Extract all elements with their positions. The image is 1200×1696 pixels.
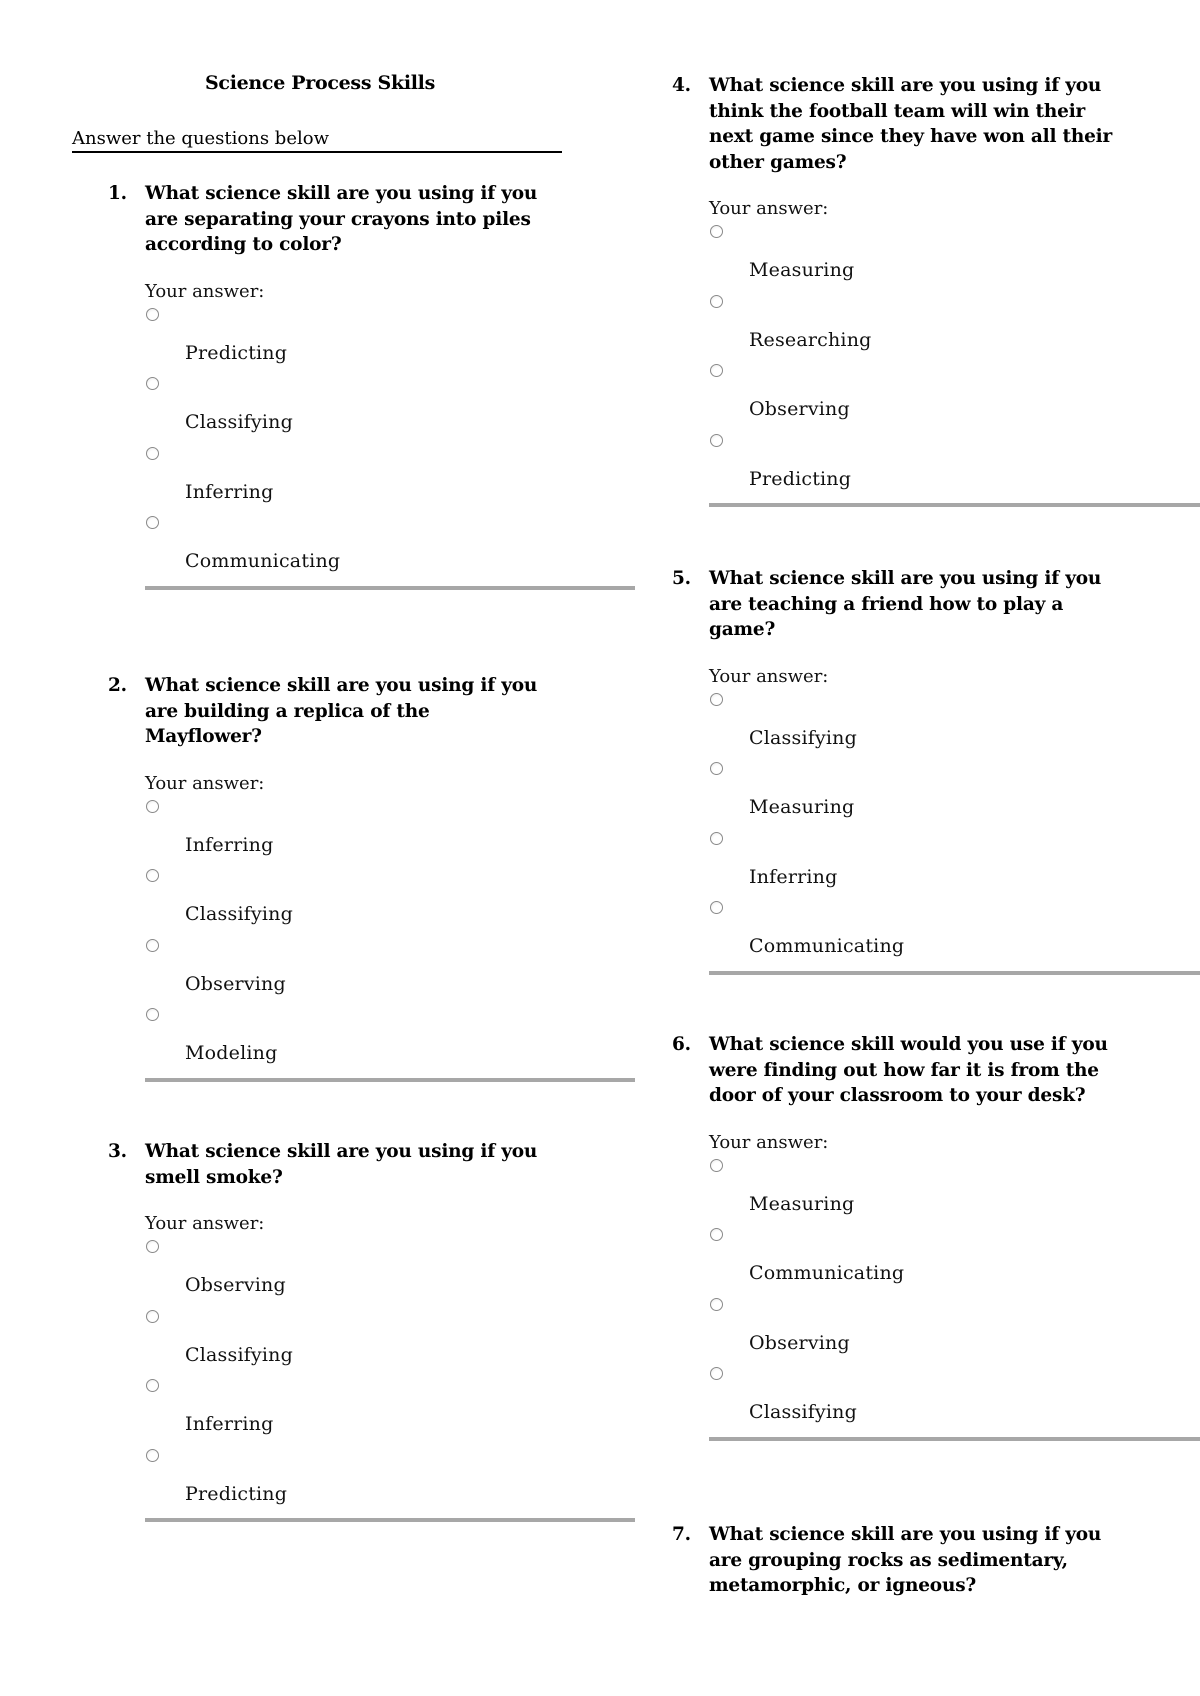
option[interactable] xyxy=(709,289,1200,359)
radio-button[interactable] xyxy=(710,1228,723,1241)
question-number: 2. xyxy=(108,675,127,696)
option[interactable] xyxy=(709,428,1200,498)
option-label[interactable]: Predicting xyxy=(749,467,852,490)
option[interactable] xyxy=(145,371,638,441)
radio-button[interactable] xyxy=(710,1159,723,1172)
radio-button[interactable] xyxy=(146,800,159,813)
divider xyxy=(709,971,1200,975)
answer-label: Your answer: xyxy=(145,1213,265,1234)
option[interactable] xyxy=(709,1222,1200,1292)
radio-button[interactable] xyxy=(146,377,159,390)
option[interactable] xyxy=(145,441,638,511)
option[interactable] xyxy=(145,302,638,372)
radio-button[interactable] xyxy=(146,1379,159,1392)
radio-button[interactable] xyxy=(146,516,159,529)
option-label[interactable]: Observing xyxy=(749,1331,850,1354)
radio-button[interactable] xyxy=(710,1298,723,1311)
option-label[interactable]: Classifying xyxy=(185,903,293,925)
radio-button[interactable] xyxy=(710,901,723,914)
option[interactable] xyxy=(709,1361,1200,1431)
question-text: What science skill are you using if you are separating your crayons into piles according to color? xyxy=(145,183,538,255)
instructions: Answer the questions below xyxy=(72,128,562,153)
question-3 xyxy=(108,1139,638,1522)
answer-label: Your answer: xyxy=(709,1131,829,1153)
radio-button[interactable] xyxy=(710,762,723,775)
answer-label: Your answer: xyxy=(145,772,265,794)
page-title: Science Process Skills xyxy=(205,72,435,94)
option-label[interactable]: Classifying xyxy=(185,1343,293,1366)
option-label[interactable]: Inferring xyxy=(185,480,274,503)
radio-button[interactable] xyxy=(146,1240,159,1253)
radio-button[interactable] xyxy=(710,693,723,706)
question-4 xyxy=(672,73,1200,507)
divider xyxy=(145,586,635,590)
option-label[interactable]: Observing xyxy=(185,972,286,995)
option-label[interactable]: Measuring xyxy=(749,796,855,818)
option[interactable] xyxy=(709,895,1200,965)
option[interactable] xyxy=(145,863,638,933)
question-text: What science skill are you using if you think the football team will win their next game since they have won all their other games? xyxy=(709,75,1113,173)
question-number: 3. xyxy=(108,1141,127,1162)
option-label[interactable]: Observing xyxy=(749,398,850,420)
option-label[interactable]: Predicting xyxy=(185,1482,288,1505)
question-number: 7. xyxy=(672,1524,691,1545)
option[interactable] xyxy=(709,1153,1200,1223)
question-text: What science skill are you using if you are grouping rocks as sedimentary, metamorphic, or igneous? xyxy=(709,1524,1102,1596)
question-text: What science skill are you using if you are building a replica of the Mayflower? xyxy=(145,675,538,747)
option-label[interactable]: Communicating xyxy=(749,1262,905,1284)
radio-button[interactable] xyxy=(146,869,159,882)
option-label[interactable]: Measuring xyxy=(749,259,855,281)
answer-label: Your answer: xyxy=(709,665,829,687)
option[interactable] xyxy=(709,826,1200,896)
radio-button[interactable] xyxy=(146,308,159,321)
option-label[interactable]: Classifying xyxy=(185,411,293,433)
radio-button[interactable] xyxy=(710,832,723,845)
option[interactable] xyxy=(709,1292,1200,1362)
answer-label: Your answer: xyxy=(145,280,265,302)
question-text: What science skill would you use if you were finding out how far it is from the door of your classroom to your desk? xyxy=(709,1034,1108,1106)
option-label[interactable]: Communicating xyxy=(749,935,905,957)
option[interactable] xyxy=(145,510,638,580)
option[interactable] xyxy=(709,687,1200,757)
option-label[interactable]: Observing xyxy=(185,1274,286,1296)
option-label[interactable]: Inferring xyxy=(185,833,274,856)
option-label[interactable]: Inferring xyxy=(749,865,838,888)
option[interactable] xyxy=(145,1443,638,1513)
question-1 xyxy=(108,181,638,590)
radio-button[interactable] xyxy=(146,1449,159,1462)
divider xyxy=(709,503,1200,507)
radio-button[interactable] xyxy=(710,1367,723,1380)
divider xyxy=(145,1078,635,1082)
question-text: What science skill are you using if you smell smoke? xyxy=(145,1141,538,1188)
radio-button[interactable] xyxy=(146,1310,159,1323)
option[interactable] xyxy=(709,358,1200,428)
question-7 xyxy=(672,1522,1200,1599)
question-number: 4. xyxy=(672,75,691,96)
option-label[interactable]: Measuring xyxy=(749,1192,855,1215)
radio-button[interactable] xyxy=(710,295,723,308)
radio-button[interactable] xyxy=(710,364,723,377)
radio-button[interactable] xyxy=(710,225,723,238)
option-label[interactable]: Classifying xyxy=(749,1401,857,1423)
option-label[interactable]: Predicting xyxy=(185,341,288,364)
divider xyxy=(709,1437,1200,1441)
option-label[interactable]: Communicating xyxy=(185,550,341,572)
radio-button[interactable] xyxy=(146,939,159,952)
question-number: 5. xyxy=(672,568,691,589)
answer-label: Your answer: xyxy=(709,198,829,219)
option[interactable] xyxy=(145,1002,638,1072)
option[interactable] xyxy=(145,1373,638,1443)
option[interactable] xyxy=(709,219,1200,289)
divider xyxy=(145,1518,635,1522)
option[interactable] xyxy=(145,1234,638,1304)
question-5 xyxy=(672,566,1200,975)
option[interactable] xyxy=(709,756,1200,826)
option-label[interactable]: Modeling xyxy=(185,1042,278,1064)
option-label[interactable]: Researching xyxy=(749,328,872,351)
question-6 xyxy=(672,1032,1200,1441)
option[interactable] xyxy=(145,1304,638,1374)
question-number: 6. xyxy=(672,1034,691,1055)
option[interactable] xyxy=(145,794,638,864)
radio-button[interactable] xyxy=(146,447,159,460)
radio-button[interactable] xyxy=(710,434,723,447)
option-label[interactable]: Inferring xyxy=(185,1413,274,1435)
question-2 xyxy=(108,673,638,1082)
option-label[interactable]: Classifying xyxy=(749,726,857,749)
question-number: 1. xyxy=(108,183,127,204)
radio-button[interactable] xyxy=(146,1008,159,1021)
question-text: What science skill are you using if you are teaching a friend how to play a game? xyxy=(709,568,1102,640)
option[interactable] xyxy=(145,933,638,1003)
